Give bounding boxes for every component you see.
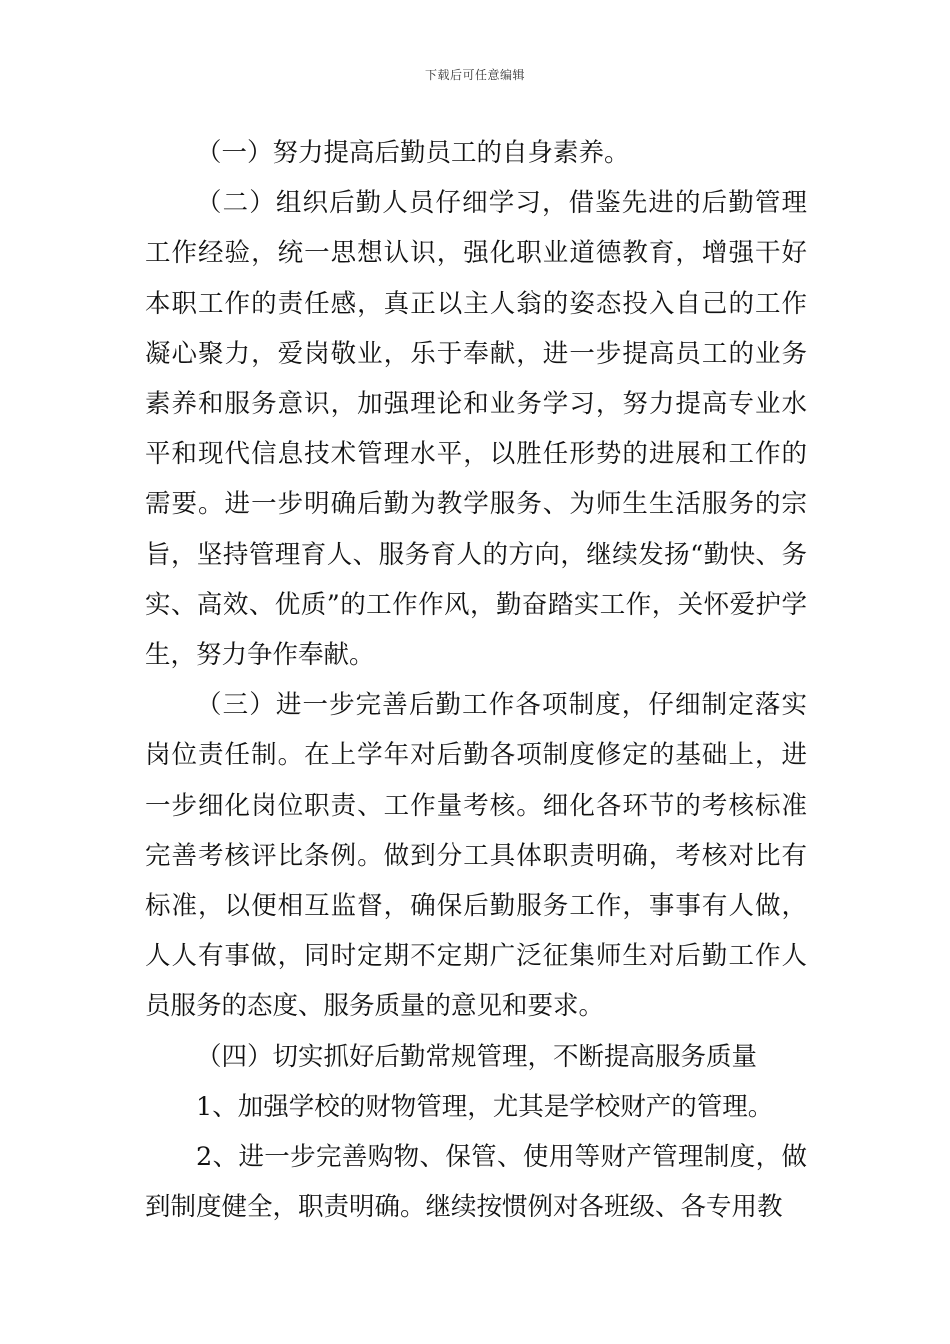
section-heading-4: （四）切实抓好后勤常规管理，不断提高服务质量: [196, 1041, 758, 1072]
list-item-2: 2、进一步完善购物、保管、使用等财产管理制度，做到制度健全，职责明确。继续按惯例对各班级、各专用教: [145, 1142, 807, 1223]
section-heading-1: （一）努力提高后勤员工的自身素养。: [196, 138, 630, 168]
paragraph-3: （三）进一步完善后勤工作各项制度，仔细制定落实岗位责任制。在上学年对后勤各项制度修定的基础上，进一步细化岗位职责、工作量考核。细化各环节的考核标准完善考核评比条例。做到分工具体职责明确，考核对比有标准，以便相互监督，确保后勤服务工作，事事有人做，人人有事做，同时定期不定期广泛征集师生对后勤工作人员服务的态度、服务质量的意见和要求。: [145, 690, 807, 1022]
header-note: 下载后可任意编辑: [424, 68, 525, 82]
paragraph-2: （二）组织后勤人员仔细学习，借鉴先进的后勤管理工作经验，统一思想认识，强化职业道德教育，增强干好本职工作的责任感，真正以主人翁的姿态投入自己的工作凝心聚力，爱岗敬业，乐于奉献，进一步提高员工的业务素养和服务意识，加强理论和业务学习，努力提高专业水平和现代信息技术管理水平，以胜任形势的进展和工作的需要。进一步明确后勤为教学服务、为师生生活服务的宗旨，坚持管理育人、服务育人的方向，继续发扬“勤快、务实、高效、优质”的工作作风，勤奋踏实工作，关怀爱护学生，努力争作奉献。: [145, 188, 807, 671]
list-item-1: 1、加强学校的财物管理，尤其是学校财产的管理。: [196, 1091, 774, 1122]
document-body: [145, 128, 807, 1232]
